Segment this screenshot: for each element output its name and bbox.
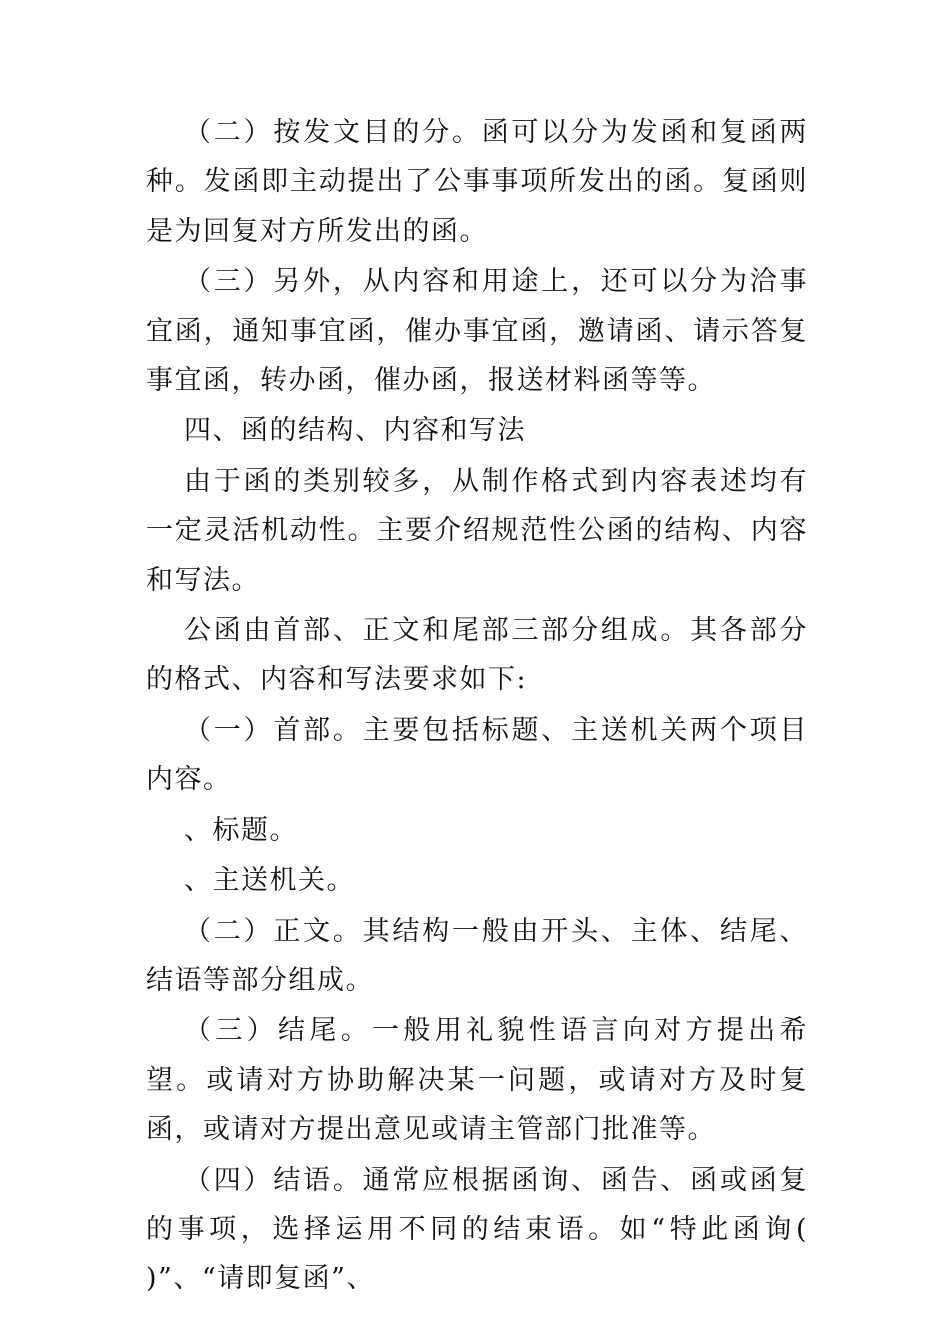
paragraph-4: 公函由首部、正文和尾部三部分组成。其各部分的格式、内容和写法要求如下: [146, 615, 808, 696]
paragraph-8: （四）结语。通常应根据函询、函告、函或函复的事项，选择运用不同的结束语。如“特此函询( )”、“请即复函”、 [146, 1164, 808, 1295]
paragraph-6: （二）正文。其结构一般由开头、主体、结尾、结语等部分组成。 [146, 915, 808, 996]
paragraph-5: （一）首部。主要包括标题、主送机关两个项目内容。 [146, 714, 808, 796]
paragraph-3: 由于函的类别较多，从制作格式到内容表述均有一定灵活机动性。主要介绍规范性公函的结构、内容和写法。 [146, 465, 808, 596]
list-item-title: 、标题。 [184, 814, 298, 846]
section-heading: 四、函的结构、内容和写法 [184, 415, 526, 447]
document-body [146, 108, 808, 1304]
paragraph-2: （三）另外，从内容和用途上，还可以分为洽事宜函，通知事宜函，催办事宜函，邀请函、请示答复事宜函，转办函，催办函，报送材料函等等。 [146, 266, 808, 397]
list-item-recipient: 、主送机关。 [184, 865, 355, 897]
paragraph-1: （二）按发文目的分。函可以分为发函和复函两种。发函即主动提出了公事事项所发出的函。复函则是为回复对方所发出的函。 [146, 117, 808, 247]
paragraph-7: （三）结尾。一般用礼貌性语言向对方提出希望。或请对方协助解决某一问题，或请对方及时复函，或请对方提出意见或请主管部门批准等。 [146, 1015, 808, 1146]
